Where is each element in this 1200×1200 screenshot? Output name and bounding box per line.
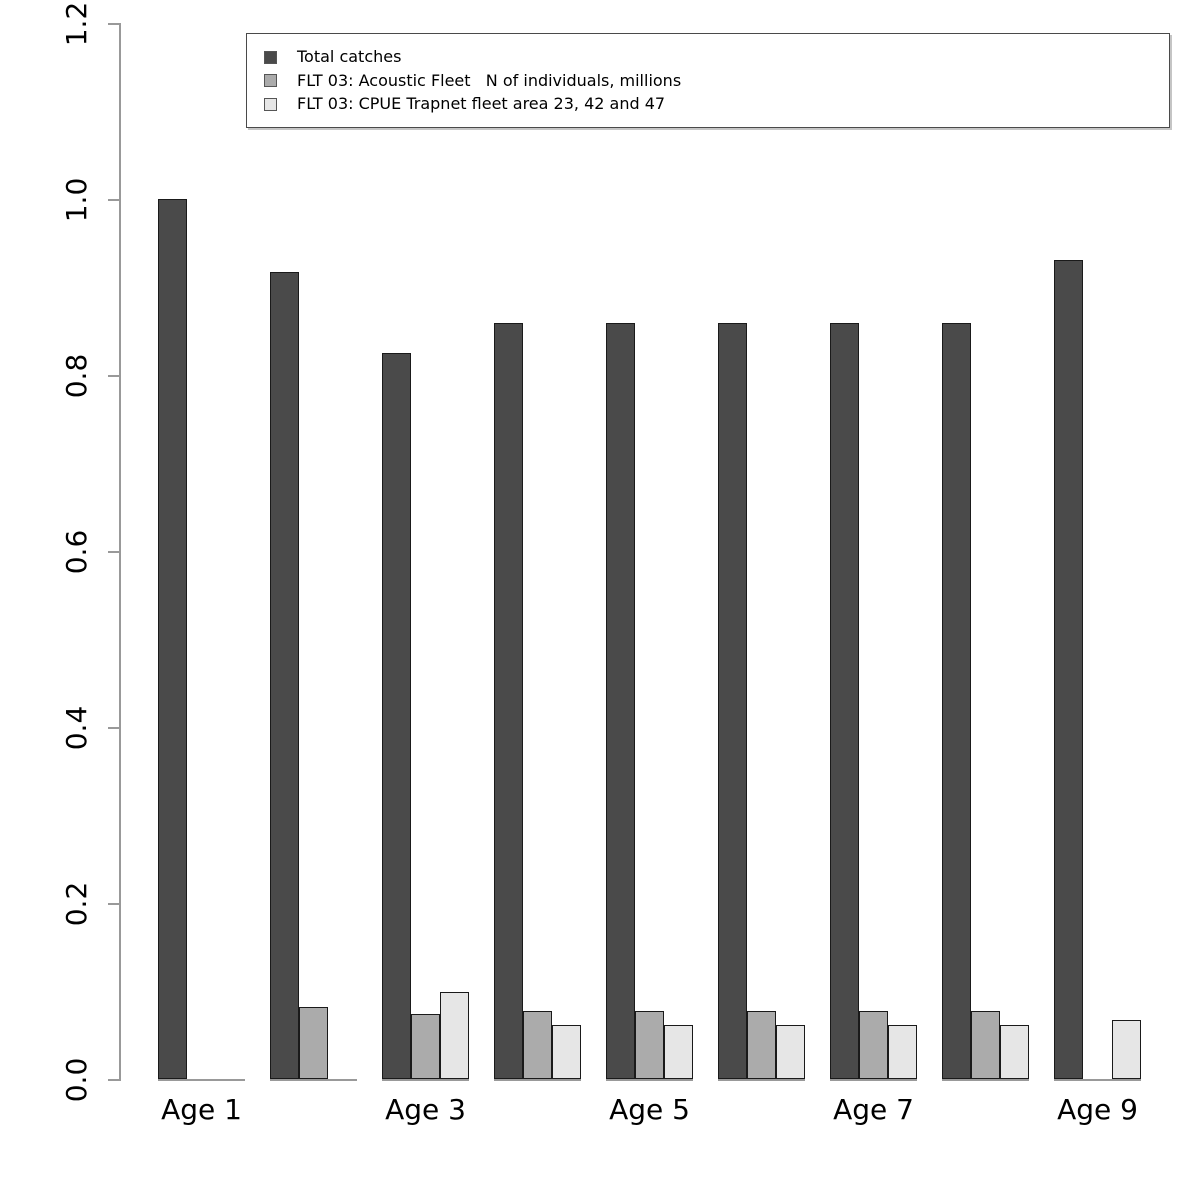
bar <box>942 323 971 1079</box>
bar <box>440 992 469 1079</box>
y-axis-tick <box>108 375 119 377</box>
y-axis-tick <box>108 199 119 201</box>
bar <box>859 1011 888 1079</box>
bar <box>606 323 635 1079</box>
bar <box>635 1011 664 1079</box>
bar <box>494 323 523 1079</box>
y-axis-line <box>119 23 121 1081</box>
group-baseline <box>270 1079 357 1081</box>
legend-item <box>264 45 1169 69</box>
bar <box>747 1011 776 1079</box>
y-axis-tick <box>108 727 119 729</box>
bar <box>552 1025 581 1079</box>
bar <box>1054 260 1083 1079</box>
x-axis-category-label: Age 7 <box>833 1093 914 1126</box>
x-axis-category-label: Age 3 <box>385 1093 466 1126</box>
y-axis-tick-label: 0.0 <box>60 1057 93 1103</box>
y-axis-tick <box>108 23 119 25</box>
group-baseline <box>830 1079 917 1081</box>
group-baseline <box>158 1079 245 1081</box>
y-axis-tick-label: 1.0 <box>60 177 93 223</box>
group-baseline <box>718 1079 805 1081</box>
bar <box>158 199 187 1079</box>
legend-key-swatch-icon <box>264 98 277 111</box>
bar <box>523 1011 552 1079</box>
y-axis-tick <box>108 551 119 553</box>
group-baseline <box>942 1079 1029 1081</box>
bar <box>830 323 859 1079</box>
bar <box>664 1025 693 1079</box>
bar <box>776 1025 805 1079</box>
x-axis-category-label: Age 1 <box>161 1093 242 1126</box>
bar <box>382 353 411 1079</box>
legend-label: FLT 03: CPUE Trapnet fleet area 23, 42 and 47 <box>297 94 666 113</box>
group-baseline <box>382 1079 469 1081</box>
y-axis-tick-label: 0.6 <box>60 529 93 575</box>
bar <box>888 1025 917 1079</box>
legend-item <box>264 69 1169 93</box>
x-axis-category-label: Age 9 <box>1057 1093 1138 1126</box>
bar <box>270 272 299 1079</box>
bar <box>1112 1020 1141 1079</box>
legend-key-swatch-icon <box>264 74 277 87</box>
legend-box <box>246 33 1170 128</box>
legend-label: FLT 03: Acoustic Fleet N of individuals, millions <box>297 70 682 90</box>
legend-item <box>264 92 1169 116</box>
group-baseline <box>606 1079 693 1081</box>
y-axis-tick-label: 1.2 <box>60 1 93 47</box>
legend-label: Total catches <box>297 47 402 66</box>
bar <box>971 1011 1000 1079</box>
x-axis-category-label: Age 5 <box>609 1093 690 1126</box>
bar <box>1000 1025 1029 1079</box>
legend-key-swatch-icon <box>264 51 277 64</box>
bar <box>718 323 747 1079</box>
y-axis-tick <box>108 1079 119 1081</box>
y-axis-tick-label: 0.2 <box>60 881 93 927</box>
bar <box>411 1014 440 1079</box>
group-baseline <box>494 1079 581 1081</box>
group-baseline <box>1054 1079 1141 1081</box>
y-axis-tick-label: 0.8 <box>60 353 93 399</box>
bar <box>299 1007 328 1079</box>
y-axis-tick <box>108 903 119 905</box>
y-axis-tick-label: 0.4 <box>60 705 93 751</box>
